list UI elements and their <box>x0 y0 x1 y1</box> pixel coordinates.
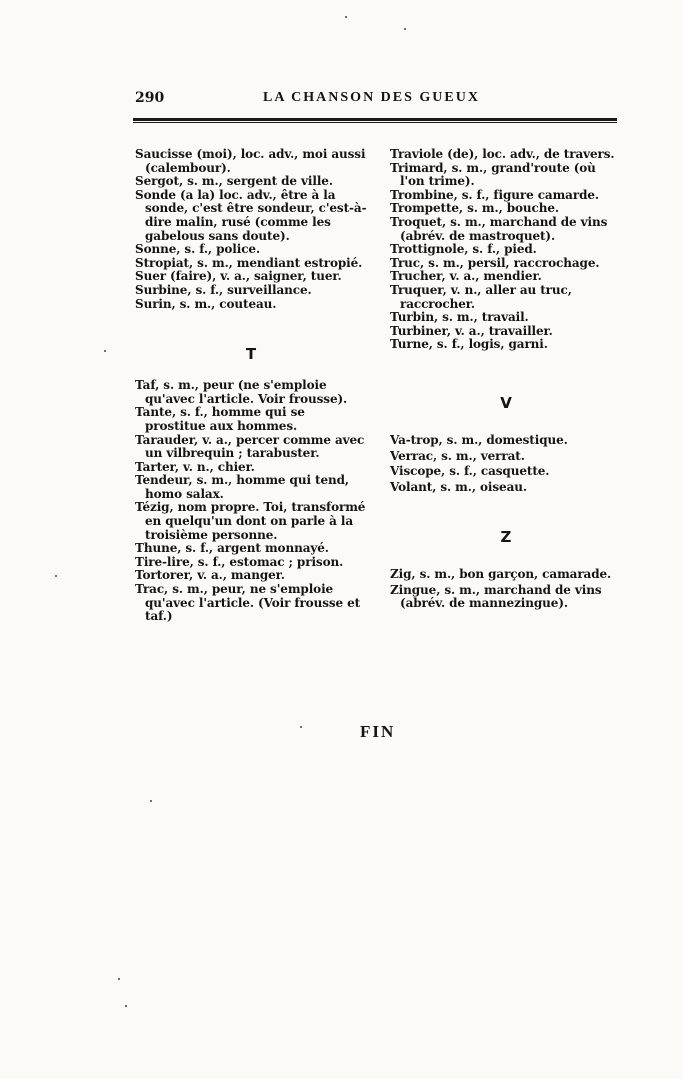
right-column <box>390 148 622 611</box>
entry-va-trop: Va-trop, s. m., domestique. <box>390 432 568 447</box>
entry-truquer: Truquer, v. n., aller au truc, raccrocher. <box>390 282 572 311</box>
running-header <box>135 90 615 112</box>
fin-label: FIN <box>360 722 396 741</box>
entry-volant: Volant, s. m., oiseau. <box>390 479 527 494</box>
section-letter-z: Z <box>500 528 512 547</box>
entries-t-left <box>135 379 367 624</box>
running-title: LA CHANSON DES GUEUX <box>263 90 480 105</box>
entry-trimard: Trimard, s. m., grand'route (où l'on trime). <box>390 160 596 189</box>
entries-t-right <box>390 148 622 352</box>
entry-taf: Taf, s. m., peur (ne s'emploie qu'avec l'article. Voir frousse). <box>135 378 348 406</box>
entry-sonne: Sonne, s. f., police. <box>135 242 261 257</box>
scan-speck <box>118 978 120 980</box>
scan-speck <box>300 726 302 728</box>
entry-truc: Truc, s. m., persil, raccrochage. <box>390 255 600 270</box>
entry-verrac: Verrac, s. m., verrat. <box>390 448 525 463</box>
entries-s <box>135 148 367 311</box>
entry-tortorer: Tortorer, v. a., manger. <box>135 568 285 583</box>
entry-suer: Suer (faire), v. a., saigner, tuer. <box>135 269 342 284</box>
entry-trottignole: Trottignole, s. f., pied. <box>390 242 537 257</box>
entry-tendeur: Tendeur, s. m., homme qui tend, homo salax. <box>135 473 349 501</box>
entry-surin: Surin, s. m., couteau. <box>135 296 277 311</box>
entry-turbiner: Turbiner, v. a., travailler. <box>390 323 553 338</box>
scan-speck <box>104 350 106 352</box>
entry-thune: Thune, s. f., argent monnayé. <box>135 541 329 556</box>
entry-trombine: Trombine, s. f., figure camarde. <box>390 187 599 202</box>
entries-v <box>390 434 622 494</box>
entry-tezig: Tézig, nom propre. Toi, transformé en quelqu'un dont on parle à la troisième personne. <box>135 500 366 542</box>
entry-viscope: Viscope, s. f., casquette. <box>390 464 550 479</box>
section-letter-t: T <box>245 345 257 364</box>
entry-turbin: Turbin, s. m., travail. <box>390 310 529 325</box>
entry-turne: Turne, s. f., logis, garni. <box>390 337 548 352</box>
scan-speck <box>55 575 57 577</box>
entry-saucisse: Saucisse (moi), loc. adv., moi aussi (calembour). <box>135 147 366 175</box>
header-rule-thin <box>133 122 617 123</box>
page-number: 290 <box>135 90 165 106</box>
entry-surbine: Surbine, s. f., surveillance. <box>135 282 312 297</box>
entry-trucher: Trucher, v. a., mendier. <box>390 269 542 284</box>
entry-tarter: Tarter, v. n., chier. <box>135 459 255 474</box>
entry-zig: Zig, s. m., bon garçon, camarade. <box>390 567 612 582</box>
entry-trac: Trac, s. m., peur, ne s'emploie qu'avec l'article. (Voir frousse et taf.) <box>135 582 361 624</box>
entry-sonde: Sonde (a la) loc. adv., être à la sonde, c'est être sondeur, c'est-à-dire malin, rusé (comme les gabelous sans doute). <box>135 187 367 243</box>
entry-tante: Tante, s. f., homme qui se prostitue aux hommes. <box>135 405 305 433</box>
left-column <box>135 148 367 624</box>
section-letter-v: V <box>500 393 512 412</box>
entry-traviole: Traviole (de), loc. adv., de travers. <box>390 147 615 161</box>
entry-zingue: Zingue, s. m., marchand de vins (abrév. de mannezingue). <box>390 582 602 611</box>
scan-speck <box>345 16 347 18</box>
entry-tarauder: Tarauder, v. a., percer comme avec un vilbrequin ; tarabuster. <box>135 432 365 461</box>
scan-speck <box>150 800 152 802</box>
entry-sergot: Sergot, s. m., sergent de ville. <box>135 174 333 189</box>
entry-stropiat: Stropiat, s. m., mendiant estropié. <box>135 255 363 270</box>
scan-speck <box>125 1005 127 1007</box>
entry-trompette: Trompette, s. m., bouche. <box>390 201 559 216</box>
entry-troquet: Troquet, s. m., marchand de vins (abrév. de mastroquet). <box>390 214 608 243</box>
entries-z <box>390 568 622 611</box>
scan-speck <box>404 28 406 30</box>
header-rule <box>133 118 617 121</box>
entry-tire-lire: Tire-lire, s. f., estomac ; prison. <box>135 554 344 569</box>
